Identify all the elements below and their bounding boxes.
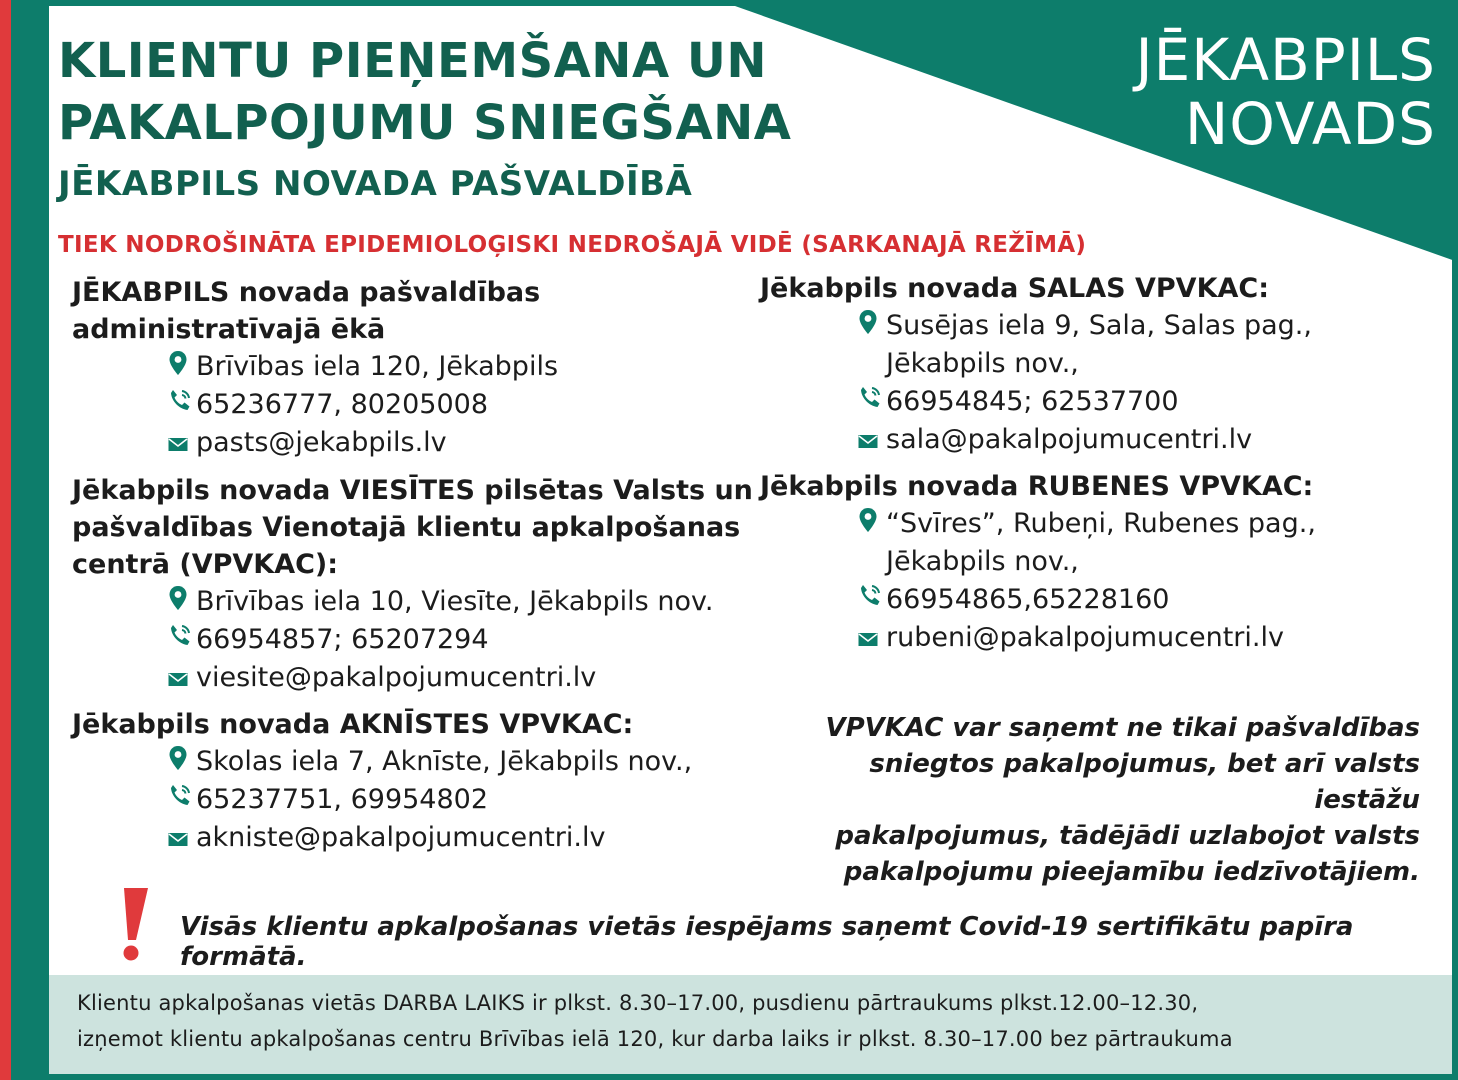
mail-icon xyxy=(168,425,196,463)
covid-certificate-notice: Visās klientu apkalpošanas vietās iespējams saņemt Covid-19 sertifikātu papīra formātā. xyxy=(180,912,1354,972)
location-pin-icon xyxy=(168,584,196,622)
location-admin: JĒKABPILS novada pašvaldības administratīvajā ēkā Brīvības iela 120, Jēkabpils 65236777, 80205008 pasts@jekabpils.lv xyxy=(72,274,558,462)
location-pin-icon xyxy=(168,744,196,782)
email-link[interactable]: sala@pakalpojumucentri.lv xyxy=(886,424,1253,455)
exclamation-icon xyxy=(114,886,148,962)
email-link[interactable]: rubeni@pakalpojumucentri.lv xyxy=(886,622,1284,653)
mail-icon xyxy=(168,660,196,698)
phone-icon xyxy=(858,384,886,422)
brand-logo: JĒKABPILS NOVADS xyxy=(1135,26,1436,158)
mail-icon xyxy=(858,620,886,658)
email-link[interactable]: viesite@pakalpojumucentri.lv xyxy=(196,662,597,693)
vpvkac-note: VPVKAC var saņemt ne tikai pašvaldības sniegtos pakalpojumus, bet arī valsts iestāžu pakalpojumus, tādējādi uzlabojot valsts pakalpojumu pieejamību iedzīvotājiem. xyxy=(825,713,1420,887)
location-akniste: Jēkabpils novada AKNĪSTES VPVKAC: Skolas iela 7, Aknīste, Jēkabpils nov., 65237751, 69954802 akniste@pakalpojumucentri.lv xyxy=(72,706,692,857)
email-link[interactable]: akniste@pakalpojumucentri.lv xyxy=(196,822,606,853)
phone-icon xyxy=(858,582,886,620)
bottom-frame xyxy=(11,1074,1458,1080)
phone-icon xyxy=(168,782,196,820)
page-subtitle: JĒKABPILS NOVADA PAŠVALDĪBĀ xyxy=(58,164,693,204)
location-pin-icon xyxy=(858,506,886,544)
email-link[interactable]: pasts@jekabpils.lv xyxy=(196,427,447,458)
location-viesite: Jēkabpils novada VIESĪTES pilsētas Valsts un pašvaldības Vienotajā klientu apkalpošanas centrā (VPVKAC): Brīvības iela 10, Viesīte, Jēkabpils nov. 66954857; 65207294 viesite@pakalpojumucentri.lv xyxy=(72,472,753,697)
phone-icon xyxy=(168,622,196,660)
location-rubene: Jēkabpils novada RUBENES VPVKAC: “Svīres”, Rubeņi, Rubenes pag., Jēkabpils nov., 66954865,65228160 rubeni@pakalpojumucentri.lv xyxy=(760,468,1316,657)
red-mode-notice: TIEK NODROŠINĀTA EPIDEMIOLOĢISKI NEDROŠAJĀ VIDĒ (SARKANAJĀ REŽĪMĀ) xyxy=(58,232,1087,258)
phone-icon xyxy=(168,387,196,425)
mail-icon xyxy=(858,422,886,460)
page-title: KLIENTU PIEŅEMŠANA UN PAKALPOJUMU SNIEGŠANA xyxy=(58,33,792,151)
location-pin-icon xyxy=(858,308,886,346)
mail-icon xyxy=(168,820,196,858)
working-hours-footer: Klientu apkalpošanas vietās DARBA LAIKS ir plkst. 8.30–17.00, pusdienu pārtraukums plkst.12.00–12.30, izņemot klientu apkalpošanas centru Brīvības ielā 120, kur darba laiks ir plkst. 8.30–17.00 bez pārtraukuma xyxy=(49,975,1452,1074)
location-pin-icon xyxy=(168,349,196,387)
location-sala: Jēkabpils novada SALAS VPVKAC: Susējas iela 9, Sala, Salas pag., Jēkabpils nov., 66954845; 62537700 sala@pakalpojumucentri.lv xyxy=(760,270,1312,459)
